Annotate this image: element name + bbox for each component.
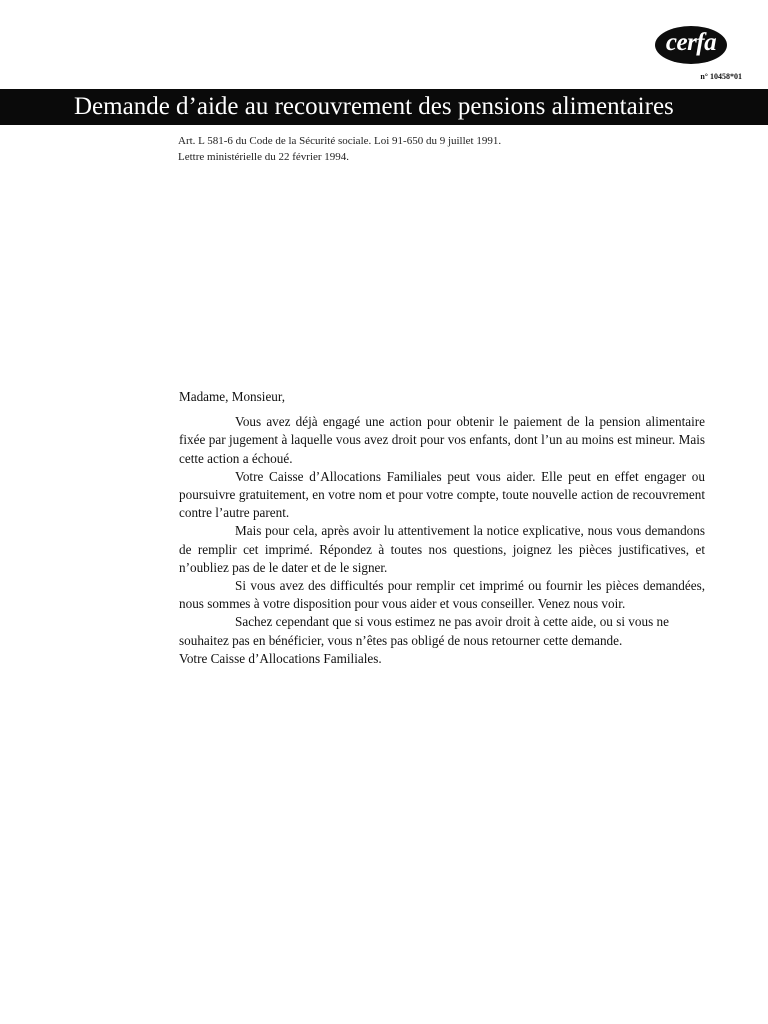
legal-reference-line: Art. L 581-6 du Code de la Sécurité sociale. Loi 91-650 du 9 juillet 1991. [178,135,502,147]
letter-paragraph: Mais pour cela, après avoir lu attentivement la notice explicative, nous vous demandons de remplir cet imprimé. Répondez à toutes nos questions, joignez les pièces justificatives, et n’oubliez pas de le dater et de le signer. [179,523,705,575]
letter-salutation: Madame, Monsieur, [179,389,286,404]
legal-references [178,133,501,165]
letter-paragraph: Sachez cependant que si vous estimez ne pas avoir droit à cette aide, ou si vous ne souhaitez pas en bénéficier, vous n’êtes pas obligé de nous retourner cette demande. [179,614,669,648]
letter-signature: Votre Caisse d’Allocations Familiales. [179,650,382,666]
title-bar [0,89,768,125]
legal-reference-line: Lettre ministérielle du 22 février 1994. [178,151,350,163]
letter-paragraph: Si vous avez des difficultés pour remplir cet imprimé ou fournir les pièces demandées, nous sommes à votre disposition pour vous aider et vous conseiller. Venez nous voir. [179,578,705,612]
form-number: n° 10458*01 [700,72,742,81]
cerfa-logo-text: cerfa [665,29,717,56]
cover-letter [179,388,705,668]
cerfa-logo [655,26,727,64]
document-title: Demande d’aide au recouvrement des pensions alimentaires [74,93,674,120]
letter-paragraph: Vous avez déjà engagé une action pour obtenir le paiement de la pension alimentaire fixée par jugement à laquelle vous avez droit pour vos enfants, dont l’un au moins est mineur. Mais cette action a échoué. [179,414,705,466]
letter-paragraph: Votre Caisse d’Allocations Familiales peut vous aider. Elle peut en effet engager ou poursuivre gratuitement, en votre nom et pour votre compte, toute nouvelle action de recouvrement contre l’autre parent. [179,468,705,521]
